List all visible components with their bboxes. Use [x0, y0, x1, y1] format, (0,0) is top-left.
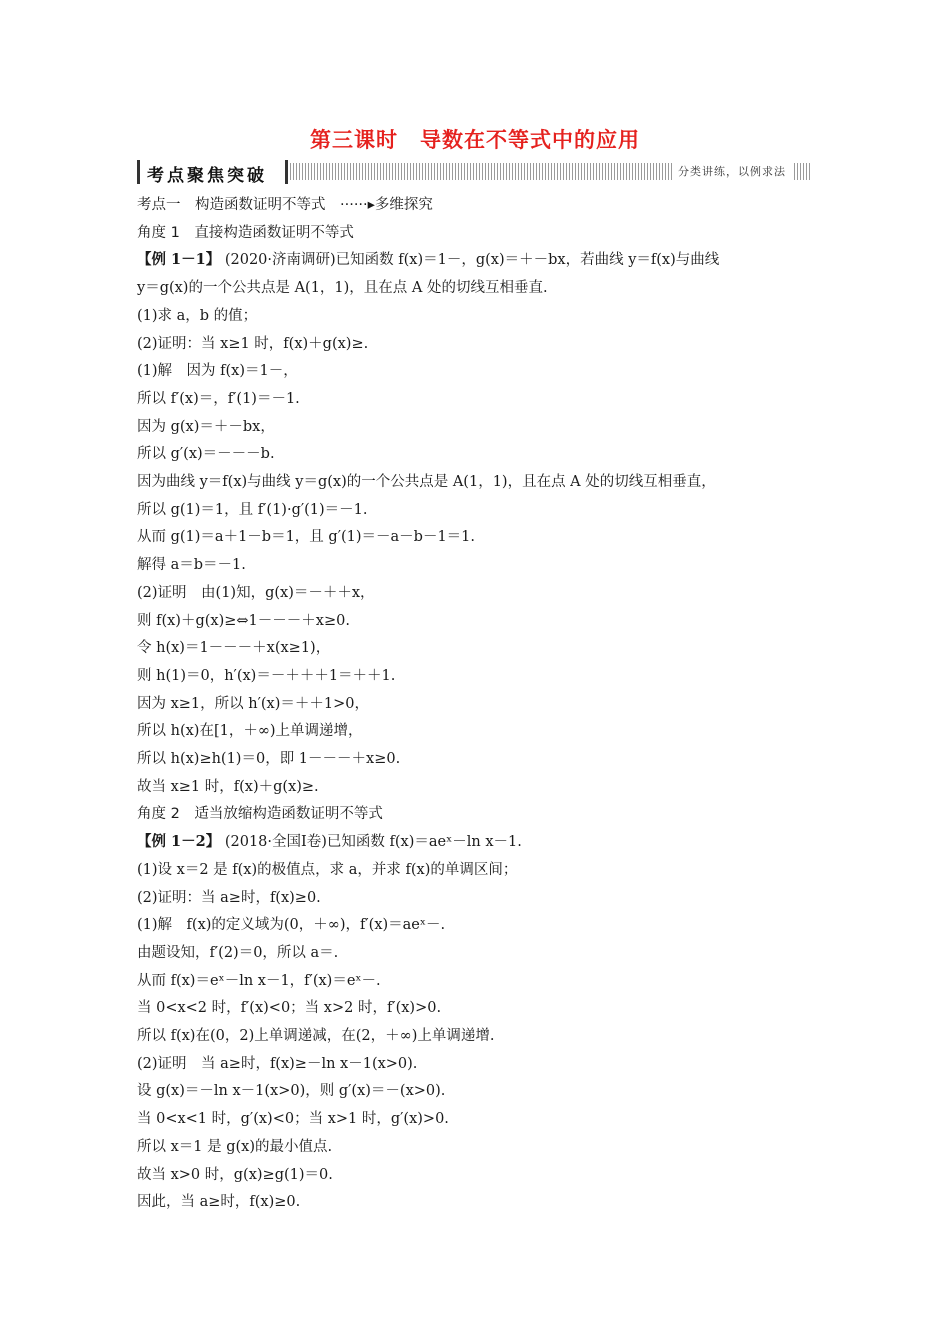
banner-left-label: 考点聚焦突破: [147, 166, 267, 186]
text-line: 当 0<x<2 时，f′(x)<0；当 x>2 时，f′(x)>0.: [137, 1000, 442, 1017]
text-line: 从而 f(x)＝eˣ－ln x－1，f′(x)＝eˣ－.: [137, 972, 381, 989]
text-line: (2)证明 由(1)知，g(x)＝－＋＋x，: [137, 584, 375, 601]
text-line: 故当 x>0 时，g(x)≥g(1)＝0.: [137, 1166, 333, 1183]
text-line: 当 0<x<1 时，g′(x)<0；当 x>1 时，g′(x)>0.: [137, 1111, 449, 1128]
text-line: 考点一 构造函数证明不等式 ······▸多维探究: [137, 197, 433, 213]
example-label: 【例 1－2】: [137, 833, 221, 851]
page-title: 第三课时 导数在不等式中的应用: [310, 128, 640, 152]
text-line: 所以 h(x)在[1，＋∞)上单调递增，: [137, 723, 363, 740]
text-line: (2)证明：当 x≥1 时，f(x)＋g(x)≥.: [137, 335, 369, 352]
text-line: 所以 g′(x)＝－－－b.: [137, 446, 275, 463]
text-line: [137, 250, 719, 270]
text-line: 设 g(x)＝－ln x－1(x>0)，则 g′(x)＝－(x>0).: [137, 1083, 446, 1100]
text-line: 角度 1 直接构造函数证明不等式: [137, 224, 354, 241]
text-line: 则 f(x)＋g(x)≥⇔1－－－＋x≥0.: [137, 612, 350, 629]
text-line: 解得 a＝b＝－1.: [137, 557, 246, 574]
text-line: (1)设 x＝2 是 f(x)的极值点，求 a，并求 f(x)的单调区间；: [137, 861, 518, 878]
text-line: 所以 f(x)在(0，2)上单调递减，在(2，＋∞)上单调递增.: [137, 1028, 495, 1044]
text-line: 角度 2 适当放缩构造函数证明不等式: [137, 806, 383, 823]
text-line: (1)求 a，b 的值；: [137, 307, 258, 324]
text-line: 所以 g(1)＝1，且 f′(1)·g′(1)＝－1.: [137, 501, 368, 518]
text-line: 所以 f′(x)＝，f′(1)＝－1.: [137, 390, 300, 407]
banner-left: [137, 160, 288, 184]
text-line: 因此，当 a≥时，f(x)≥0.: [137, 1194, 301, 1211]
text-line: (1)解 因为 f(x)＝1－，: [137, 363, 298, 380]
text-line: 从而 g(1)＝a＋1－b＝1，且 g′(1)＝－a－b－1＝1.: [137, 529, 476, 546]
section-banner: [137, 158, 812, 185]
text-line: 因为 x≥1，所以 h′(x)＝＋＋1>0，: [137, 695, 369, 712]
text-line: 故当 x≥1 时，f(x)＋g(x)≥.: [137, 778, 319, 795]
text-line: 由题设知，f′(2)＝0，所以 a＝.: [137, 944, 339, 961]
text-line: y＝g(x)的一个公共点是 A(1，1)，且在点 A 处的切线互相垂直.: [137, 280, 548, 297]
text-line: [137, 832, 522, 852]
text-line: 所以 x＝1 是 g(x)的最小值点.: [137, 1138, 333, 1155]
text-line: (1)解 f(x)的定义域为(0，＋∞)，f′(x)＝aeˣ－.: [137, 917, 446, 934]
text-line: 所以 h(x)≥h(1)＝0，即 1－－－＋x≥0.: [137, 751, 401, 767]
text-line: 则 h(1)＝0，h′(x)＝－＋＋＋1＝＋＋1.: [137, 667, 396, 684]
banner-right-label: 分类讲练，以例求法: [672, 163, 792, 180]
text-line: (2)证明 当 a≥时，f(x)≥－ln x－1(x>0).: [137, 1055, 418, 1072]
example-text: (2020·济南调研)已知函数 f(x)＝1－，g(x)＝＋－bx，若曲线 y＝f(x)与曲线: [220, 252, 720, 269]
text-line: 令 h(x)＝1－－－＋x(x≥1)，: [137, 640, 331, 657]
text-line: 因为 g(x)＝＋－bx，: [137, 418, 275, 435]
text-line: (2)证明：当 a≥时，f(x)≥0.: [137, 889, 321, 906]
example-label: 【例 1－1】: [137, 251, 221, 269]
text-line: 因为曲线 y＝f(x)与曲线 y＝g(x)的一个公共点是 A(1，1)，且在点 A 处的切线互相垂直，: [137, 474, 716, 490]
example-text: (2018·全国Ⅰ卷)已知函数 f(x)＝aeˣ－ln x－1.: [220, 834, 522, 851]
